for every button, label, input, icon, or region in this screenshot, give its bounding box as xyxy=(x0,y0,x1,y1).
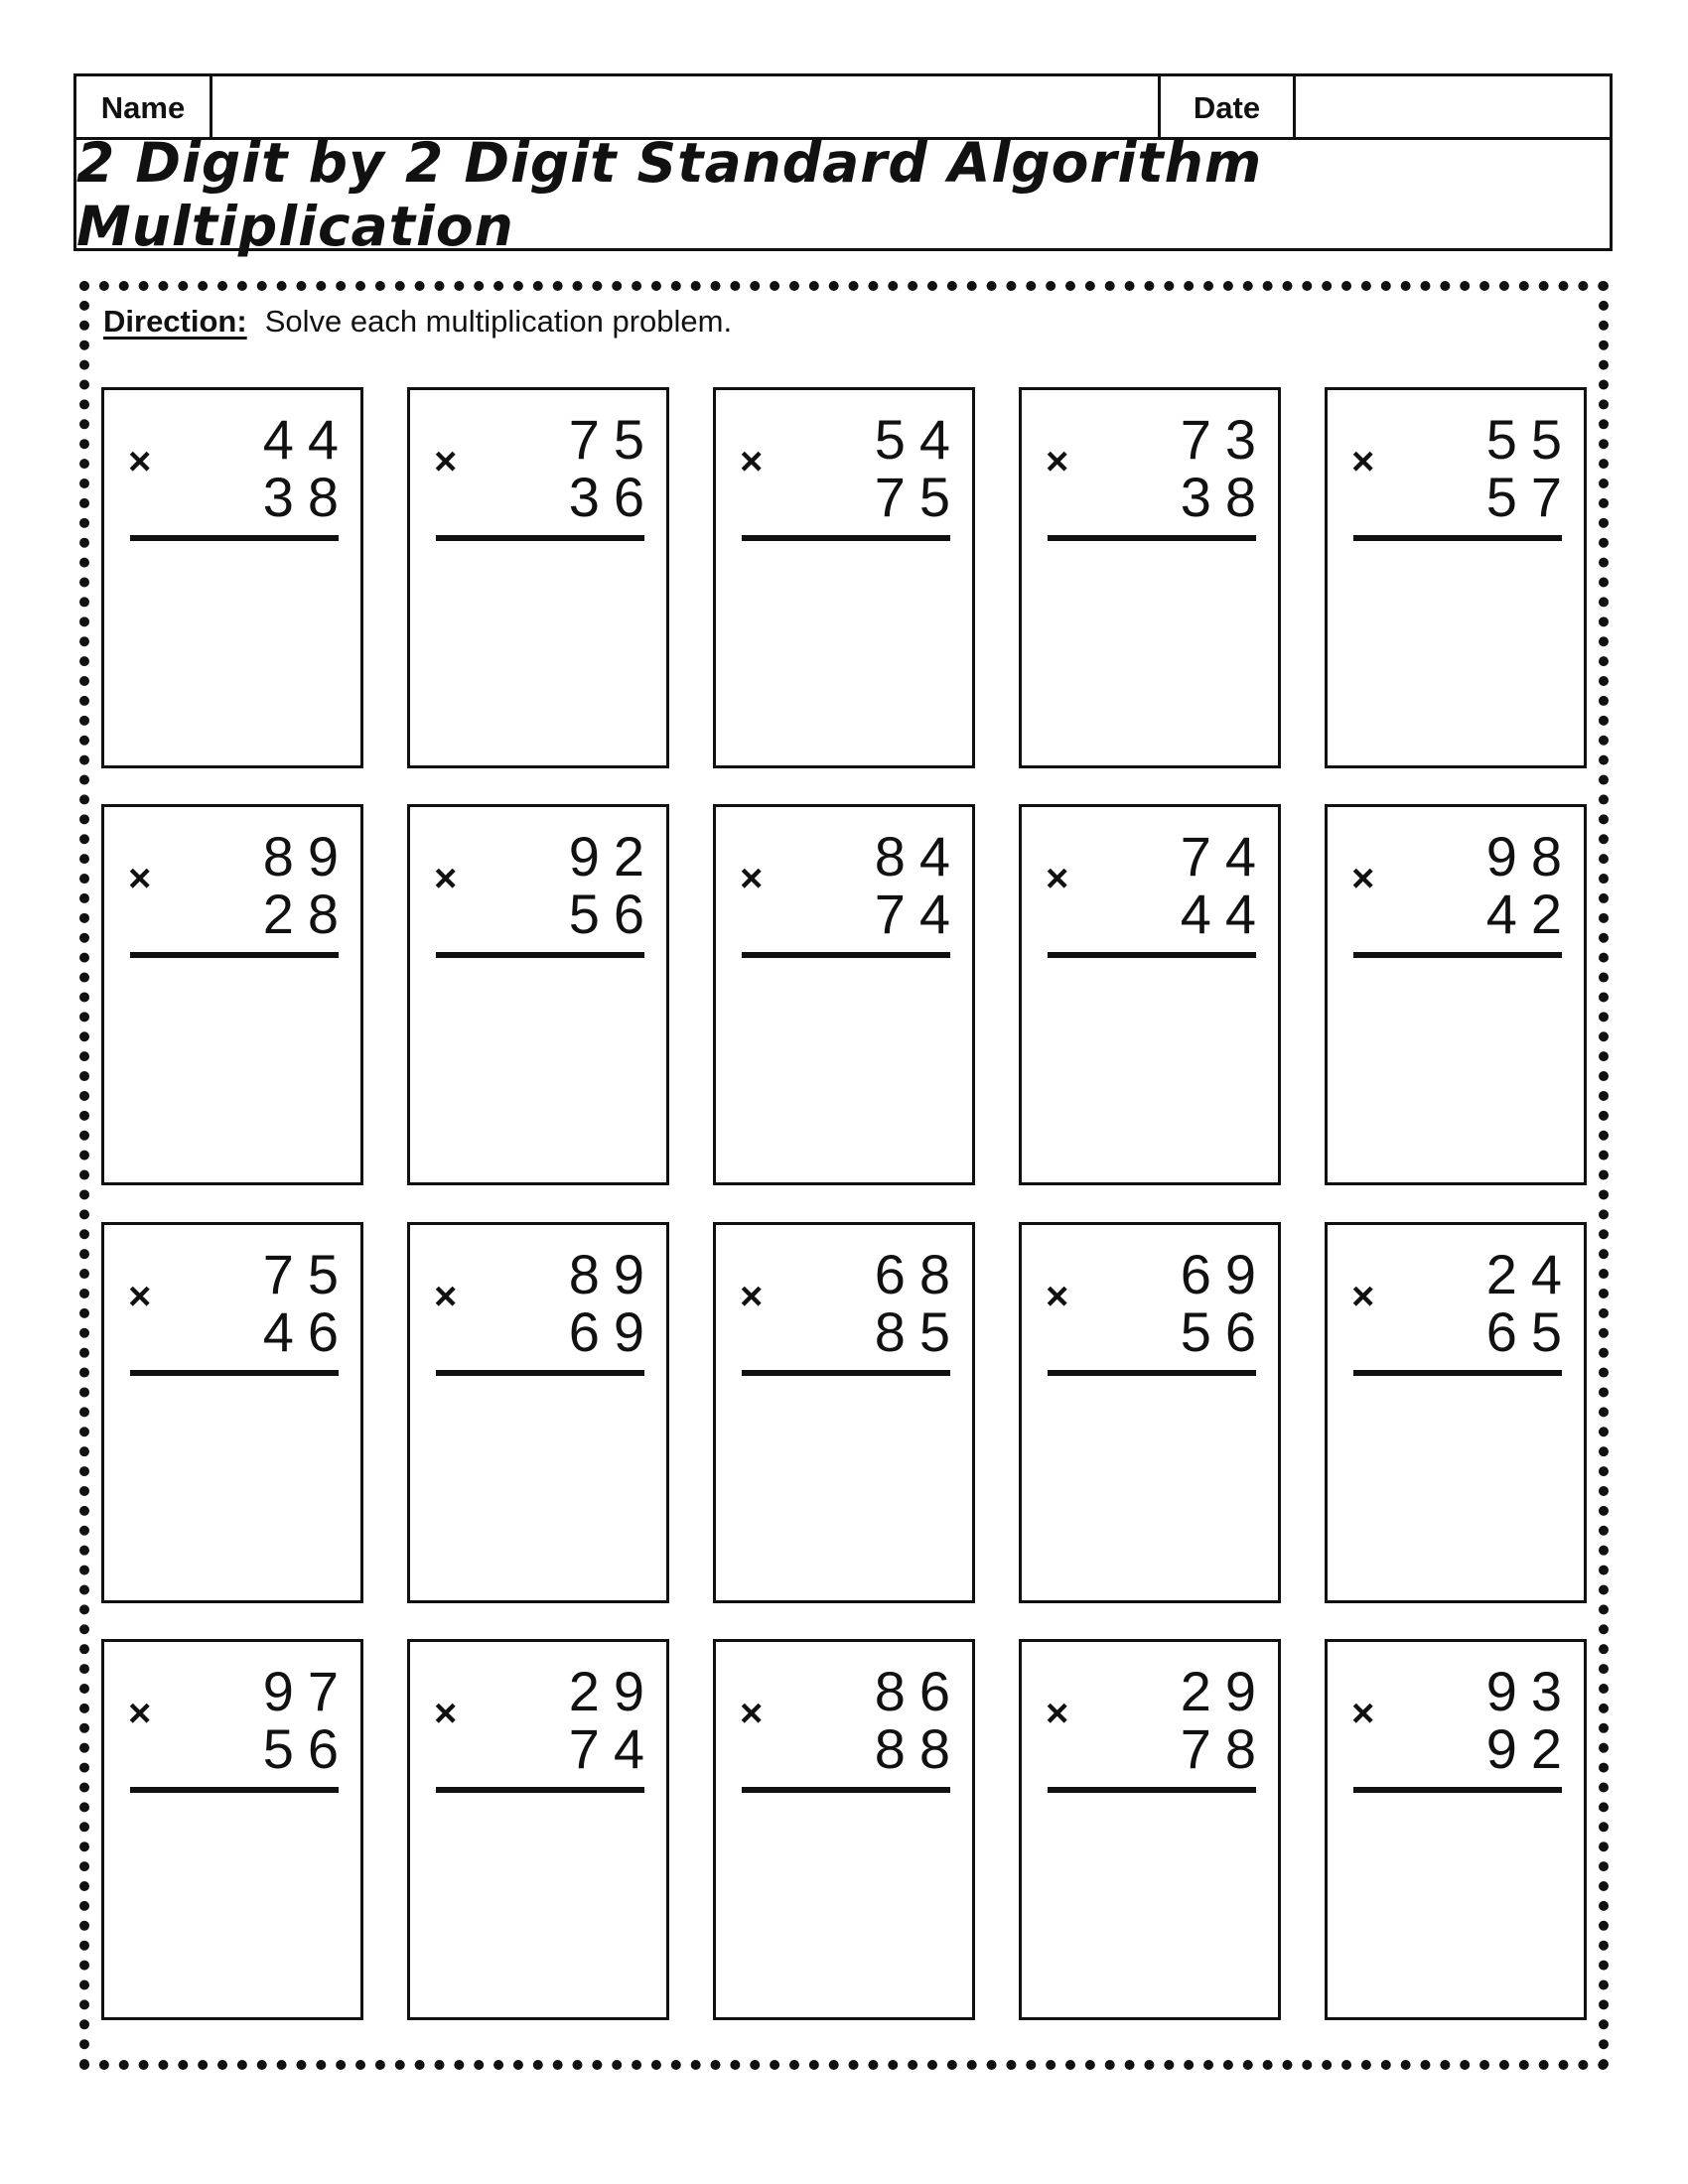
multiply-sign: × xyxy=(1351,1692,1375,1735)
multiplier: 38 xyxy=(1180,466,1270,528)
answer-rule xyxy=(436,1370,644,1376)
answer-area[interactable] xyxy=(1022,966,1278,1182)
multiplier: 28 xyxy=(262,883,352,945)
multiplier: 65 xyxy=(1485,1300,1576,1363)
answer-rule xyxy=(1048,952,1256,958)
answer-rule xyxy=(130,952,339,958)
answer-rule xyxy=(742,535,950,541)
answer-rule xyxy=(742,1787,950,1793)
multiplier: 69 xyxy=(568,1300,658,1363)
multiply-sign: × xyxy=(128,1692,152,1735)
answer-area[interactable] xyxy=(410,549,666,765)
multiplier: 74 xyxy=(874,883,964,945)
answer-rule xyxy=(1353,952,1562,958)
multiplicand: 68 xyxy=(874,1243,964,1305)
multiply-sign: × xyxy=(1046,440,1069,483)
problem-card[interactable] xyxy=(101,804,363,1185)
answer-rule xyxy=(1353,535,1562,541)
problem-card[interactable] xyxy=(1325,387,1587,768)
multiply-sign: × xyxy=(740,857,764,900)
answer-area[interactable] xyxy=(104,1801,360,2017)
multiplicand: 89 xyxy=(262,825,352,887)
multiply-sign: × xyxy=(1351,1275,1375,1318)
answer-rule xyxy=(436,952,644,958)
multiplicand: 93 xyxy=(1485,1660,1576,1722)
multiplier: 46 xyxy=(262,1300,352,1363)
multiply-sign: × xyxy=(1046,1692,1069,1735)
answer-area[interactable] xyxy=(1328,966,1584,1182)
multiplier: 78 xyxy=(1180,1717,1270,1780)
multiplier: 36 xyxy=(568,466,658,528)
answer-area[interactable] xyxy=(410,1384,666,1600)
multiply-sign: × xyxy=(434,1275,458,1318)
problem-card[interactable] xyxy=(407,1222,669,1603)
answer-rule xyxy=(1048,1370,1256,1376)
problem-card[interactable] xyxy=(1019,804,1281,1185)
multiplier: 42 xyxy=(1485,883,1576,945)
multiplier: 56 xyxy=(262,1717,352,1780)
multiplicand: 24 xyxy=(1485,1243,1576,1305)
problem-card[interactable] xyxy=(713,1639,975,2020)
name-label: Name xyxy=(100,90,186,125)
multiplicand: 73 xyxy=(1180,408,1270,471)
answer-rule xyxy=(130,1370,339,1376)
answer-area[interactable] xyxy=(716,1801,972,2017)
problem-card[interactable] xyxy=(1019,387,1281,768)
answer-area[interactable] xyxy=(1022,549,1278,765)
multiply-sign: × xyxy=(1046,1275,1069,1318)
multiplier: 56 xyxy=(568,883,658,945)
multiply-sign: × xyxy=(128,440,152,483)
answer-area[interactable] xyxy=(716,966,972,1182)
multiplicand: 84 xyxy=(874,825,964,887)
problem-card[interactable] xyxy=(713,1222,975,1603)
problem-card[interactable] xyxy=(1325,1222,1587,1603)
multiplicand: 44 xyxy=(262,408,352,471)
answer-rule xyxy=(1353,1787,1562,1793)
problem-card[interactable] xyxy=(407,804,669,1185)
multiplicand: 86 xyxy=(874,1660,964,1722)
answer-rule xyxy=(436,1787,644,1793)
answer-area[interactable] xyxy=(716,549,972,765)
date-label-cell xyxy=(1161,76,1296,137)
multiply-sign: × xyxy=(434,1692,458,1735)
worksheet-title: 2 Digit by 2 Digit Standard Algorithm Multiplication xyxy=(76,130,1263,258)
problem-card[interactable] xyxy=(1019,1639,1281,2020)
multiplicand: 54 xyxy=(874,408,964,471)
multiplier: 44 xyxy=(1180,883,1270,945)
answer-area[interactable] xyxy=(410,1801,666,2017)
answer-rule xyxy=(1048,535,1256,541)
problem-card[interactable] xyxy=(101,1222,363,1603)
multiplicand: 74 xyxy=(1180,825,1270,887)
answer-area[interactable] xyxy=(410,966,666,1182)
problem-card[interactable] xyxy=(101,1639,363,2020)
answer-rule xyxy=(742,952,950,958)
problem-card[interactable] xyxy=(713,387,975,768)
answer-rule xyxy=(1353,1370,1562,1376)
multiplier: 92 xyxy=(1485,1717,1576,1780)
multiply-sign: × xyxy=(740,1692,764,1735)
multiplicand: 69 xyxy=(1180,1243,1270,1305)
multiply-sign: × xyxy=(128,1275,152,1318)
answer-area[interactable] xyxy=(1022,1801,1278,2017)
answer-rule xyxy=(1048,1787,1256,1793)
answer-area[interactable] xyxy=(716,1384,972,1600)
problem-card[interactable] xyxy=(1325,1639,1587,2020)
multiply-sign: × xyxy=(434,440,458,483)
multiplicand: 55 xyxy=(1485,408,1576,471)
answer-area[interactable] xyxy=(1022,1384,1278,1600)
multiplier: 74 xyxy=(568,1717,658,1780)
multiply-sign: × xyxy=(1351,440,1375,483)
direction-text: Solve each multiplication problem. xyxy=(264,304,733,339)
date-label: Date xyxy=(1193,90,1261,125)
multiplicand: 29 xyxy=(1180,1660,1270,1722)
direction-label: Direction: xyxy=(103,304,247,339)
multiplicand: 75 xyxy=(262,1243,352,1305)
multiplicand: 75 xyxy=(568,408,658,471)
problem-card[interactable] xyxy=(407,1639,669,2020)
multiply-sign: × xyxy=(740,440,764,483)
multiplicand: 98 xyxy=(1485,825,1576,887)
multiplier: 85 xyxy=(874,1300,964,1363)
answer-area[interactable] xyxy=(1328,1384,1584,1600)
multiplier: 75 xyxy=(874,466,964,528)
multiply-sign: × xyxy=(740,1275,764,1318)
multiply-sign: × xyxy=(128,857,152,900)
multiplicand: 92 xyxy=(568,825,658,887)
answer-rule xyxy=(436,535,644,541)
problem-card[interactable] xyxy=(101,387,363,768)
answer-rule xyxy=(742,1370,950,1376)
multiplicand: 97 xyxy=(262,1660,352,1722)
direction-line xyxy=(103,304,732,340)
multiplier: 57 xyxy=(1485,466,1576,528)
multiply-sign: × xyxy=(434,857,458,900)
worksheet-header xyxy=(73,73,1613,258)
multiplier: 88 xyxy=(874,1717,964,1780)
answer-area[interactable] xyxy=(104,966,360,1182)
problem-card[interactable] xyxy=(1325,804,1587,1185)
multiplier: 56 xyxy=(1180,1300,1270,1363)
problem-card[interactable] xyxy=(1019,1222,1281,1603)
name-label-cell xyxy=(76,76,212,137)
problem-card[interactable] xyxy=(407,387,669,768)
answer-rule xyxy=(130,535,339,541)
multiplicand: 29 xyxy=(568,1660,658,1722)
date-field[interactable] xyxy=(1296,76,1610,137)
multiplicand: 89 xyxy=(568,1243,658,1305)
problem-card[interactable] xyxy=(713,804,975,1185)
answer-area[interactable] xyxy=(1328,1801,1584,2017)
multiply-sign: × xyxy=(1046,857,1069,900)
answer-area[interactable] xyxy=(104,1384,360,1600)
answer-area[interactable] xyxy=(1328,549,1584,765)
multiplier: 38 xyxy=(262,466,352,528)
answer-area[interactable] xyxy=(104,549,360,765)
answer-rule xyxy=(130,1787,339,1793)
name-field[interactable] xyxy=(212,76,1161,137)
multiply-sign: × xyxy=(1351,857,1375,900)
